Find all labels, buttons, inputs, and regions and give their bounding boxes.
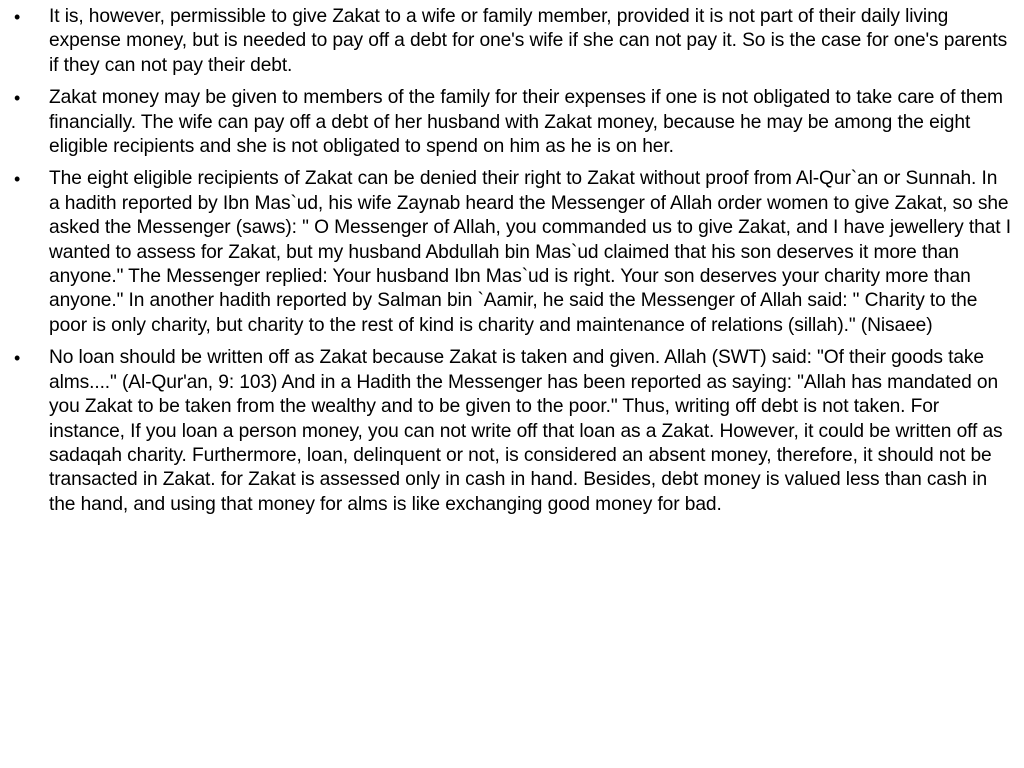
bullet-text: It is, however, permissible to give Zakat to a wife or family member, provided it is not part of their daily living expense money, but is needed to pay off a debt for one's wife if she can not pay it. So is the case for one's parents if they can not pay their debt. — [49, 6, 1008, 76]
bullet-item — [14, 5, 1012, 78]
bullet-dot-icon: • — [14, 348, 21, 369]
bullet-dot-icon: • — [14, 88, 21, 109]
bullet-item — [14, 346, 1012, 517]
bullet-dot-icon: • — [14, 7, 21, 27]
bullet-item — [14, 167, 1012, 338]
bullet-item — [14, 86, 1012, 159]
bullet-list — [14, 5, 1012, 525]
bullet-text: No loan should be written off as Zakat because Zakat is taken and given. Allah (SWT) said: "Of their goods take alms...." (Al-Qur'an, 9: 103) And in a Hadith the Messenger has been reported as saying: "Allah has mandated on you Zakat to be taken from the wealthy and to be given to the poor." Thus, writing off debt is not taken. For instance, If you loan a person money, you can not write off that loan as a Zakat. However, it could be written off as sadaqah charity. Furthermore, loan, delinquent or not, is considered an absent money, therefore, it should not be transacted in Zakat. for Zakat is assessed only in cash in hand. Besides, debt money is valued less than cash in the hand, and using that money for alms is like exchanging good money for bad. — [49, 347, 1003, 515]
bullet-dot-icon: • — [14, 169, 21, 190]
bullet-text: Zakat money may be given to members of the family for their expenses if one is not obligated to take care of them financially. The wife can pay off a debt of her husband with Zakat money, because he may be among the eight eligible recipients and she is not obligated to spend on him as he is on her. — [49, 87, 1003, 158]
bullet-text: The eight eligible recipients of Zakat can be denied their right to Zakat without proof from Al-Qur`an or Sunnah. In a hadith reported by Ibn Mas`ud, his wife Zaynab heard the Messenger of Allah order women to give Zakat, so she asked the Messenger (saws): " O Messenger of Allah, you commanded us to give Zakat, and I have jewellery that I wanted to assess for Zakat, but my husband Abdullah bin Mas`ud claimed that his son deserves it more than anyone." The Messenger replied: Your husband Ibn Mas`ud is right. Your son deserves your charity more than anyone." In another hadith reported by Salman bin `Aamir, he said the Messenger of Allah said: " Charity to the poor is only charity, but charity to the rest of kind is charity and maintenance of relations (sillah)." (Nisaee) — [49, 168, 1011, 336]
